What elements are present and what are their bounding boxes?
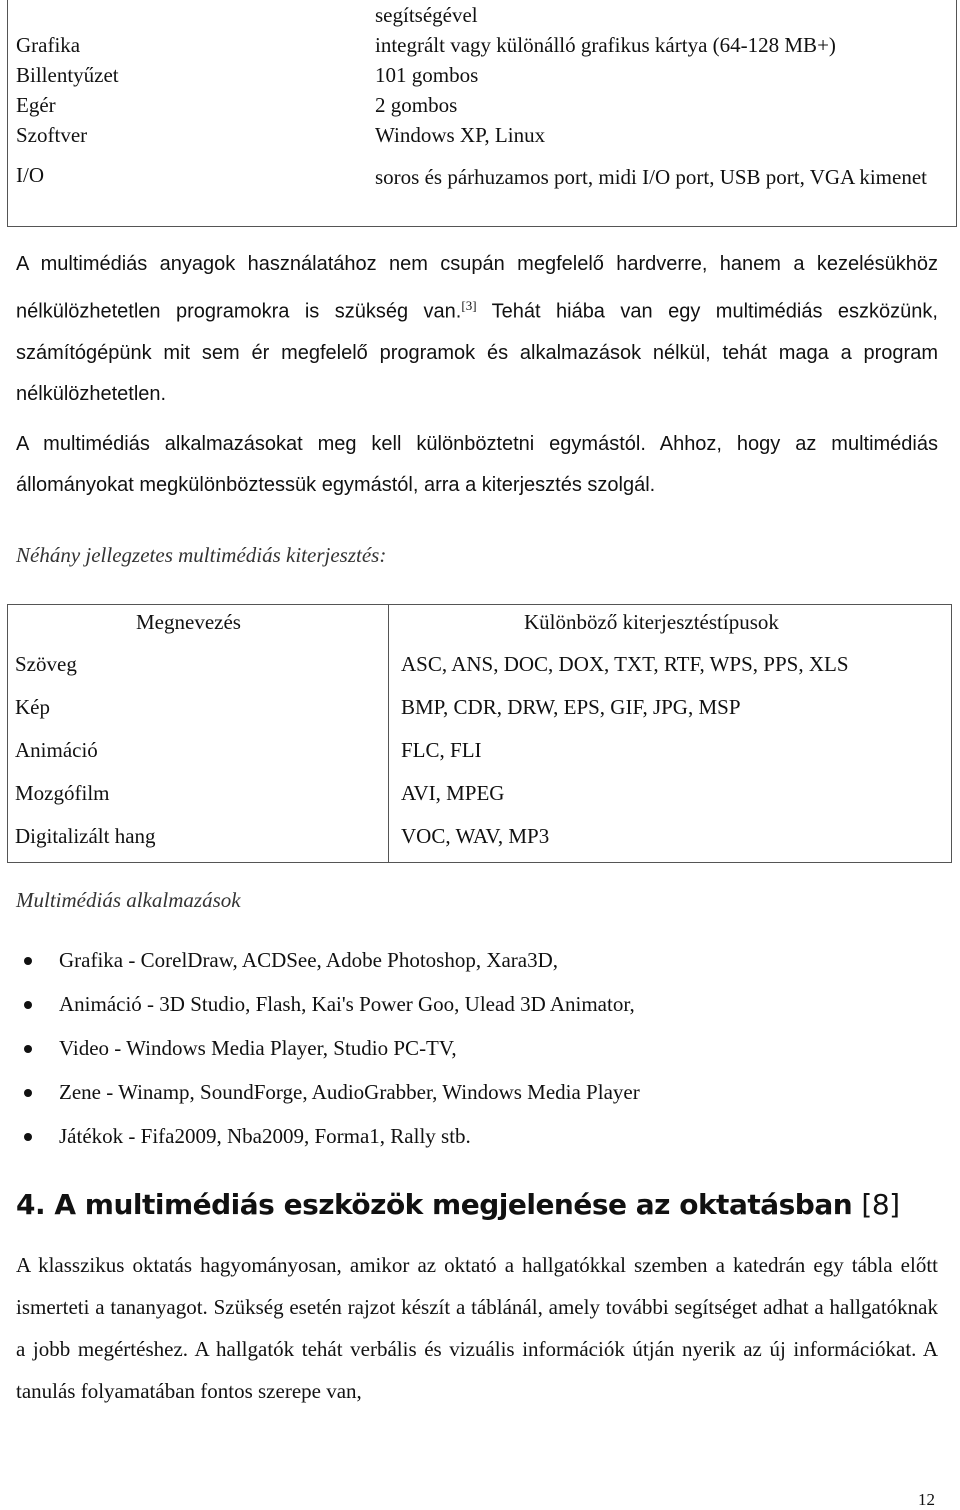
column-divider	[388, 605, 389, 862]
spec-value: soros és párhuzamos port, midi I/O port, USB port, VGA kimenet	[375, 165, 927, 189]
spec-row-eger	[8, 90, 956, 120]
citation-ref: [3]	[461, 298, 477, 313]
list-item-text: Video - Windows Media Player, Studio PC-TV,	[59, 1036, 457, 1060]
spec-row-io	[8, 150, 956, 226]
page-number: 12	[918, 1490, 935, 1509]
extensions-table	[7, 604, 952, 863]
table-cell-types: BMP, CDR, DRW, EPS, GIF, JPG, MSP	[401, 695, 741, 719]
spec-value: Windows XP, Linux	[375, 123, 546, 147]
column-header-types: Különböző kiterjesztéstípusok	[524, 610, 779, 634]
bullet-icon	[24, 1089, 32, 1097]
section-citation: [8]	[861, 1188, 900, 1221]
bullet-icon	[24, 1001, 32, 1009]
section-heading-text: 4. A multimédiás eszközök megjelenése az oktatásban	[16, 1188, 853, 1221]
bullet-icon	[24, 1133, 32, 1141]
applications-heading: Multimédiás alkalmazások	[16, 888, 241, 912]
paragraph-extensions-intro: A multimédiás alkalmazásokat meg kell különböztetni egymástól. Ahhoz, hogy az multimédiás állományokat megkülönböztessük egymástól, arra a kiterjesztés szolgál.	[16, 433, 938, 496]
list-item-text: Játékok - Fifa2009, Nba2009, Forma1, Rally stb.	[59, 1124, 471, 1148]
spec-label: Grafika	[16, 33, 81, 57]
spec-label: I/O	[16, 163, 44, 187]
bullet-icon	[24, 1045, 32, 1053]
spec-value: integrált vagy különálló grafikus kártya (64-128 MB+)	[375, 33, 836, 57]
table-cell-types: ASC, ANS, DOC, DOX, TXT, RTF, WPS, PPS, XLS	[401, 652, 849, 676]
spec-value: segítségével	[375, 3, 478, 27]
table-cell-name: Mozgófilm	[15, 781, 110, 805]
bullet-icon	[24, 957, 32, 965]
table-cell-types: AVI, MPEG	[401, 781, 505, 805]
list-item-text: Animáció - 3D Studio, Flash, Kai's Power Goo, Ulead 3D Animator,	[59, 992, 635, 1016]
paragraph-text: A multimédiás anyagok használatához nem csupán megfelelő hardverre, hanem a kezelésükhöz nélkülözhetetlen programokra is szükség van.	[16, 253, 938, 323]
spec-value: 2 gombos	[375, 93, 458, 117]
list-item-text: Zene - Winamp, SoundForge, AudioGrabber, Windows Media Player	[59, 1080, 640, 1104]
spec-row-continued	[8, 0, 956, 30]
table-cell-name: Kép	[15, 695, 50, 719]
paragraph-text: Tehát hiába van egy multimédiás eszközünk, számítógépünk mit sem ér megfelelő programok és alkalmazások nélkül, tehát maga a program nélkülözhetetlen.	[16, 300, 938, 405]
spec-row-szoftver	[8, 120, 956, 150]
list-item-text: Grafika - CorelDraw, ACDSee, Adobe Photoshop, Xara3D,	[59, 948, 559, 972]
table-cell-name: Digitalizált hang	[15, 824, 156, 848]
table-cell-name: Szöveg	[15, 652, 77, 676]
table-cell-name: Animáció	[15, 738, 98, 762]
extensions-heading: Néhány jellegzetes multimédiás kiterjesztés:	[16, 543, 387, 567]
table-cell-types: FLC, FLI	[401, 738, 482, 762]
paragraph-software-need	[16, 244, 938, 415]
spec-value: 101 gombos	[375, 63, 479, 87]
table-cell-types: VOC, WAV, MP3	[401, 824, 550, 848]
section-heading	[16, 1188, 900, 1221]
spec-row-grafika	[8, 30, 956, 60]
hardware-spec-table	[7, 0, 957, 227]
spec-row-billentyuzet	[8, 60, 956, 90]
spec-label: Egér	[16, 93, 56, 117]
spec-label: Billentyűzet	[16, 63, 119, 87]
section-body: A klasszikus oktatás hagyományosan, amikor az oktató a hallgatókkal szemben a katedrán egy tábla előtt ismerteti a tananyagot. Szükség esetén rajzot készít a táblánál, amely további segítséget adhat a hallgatóknak a jobb megértéshez. A hallgatók tehát verbális és vizuális információk útján nyerik az új információkat. A tanulás folyamatában fontos szerepe van,	[16, 1253, 938, 1403]
spec-label: Szoftver	[16, 123, 88, 147]
column-header-name: Megnevezés	[136, 610, 241, 634]
